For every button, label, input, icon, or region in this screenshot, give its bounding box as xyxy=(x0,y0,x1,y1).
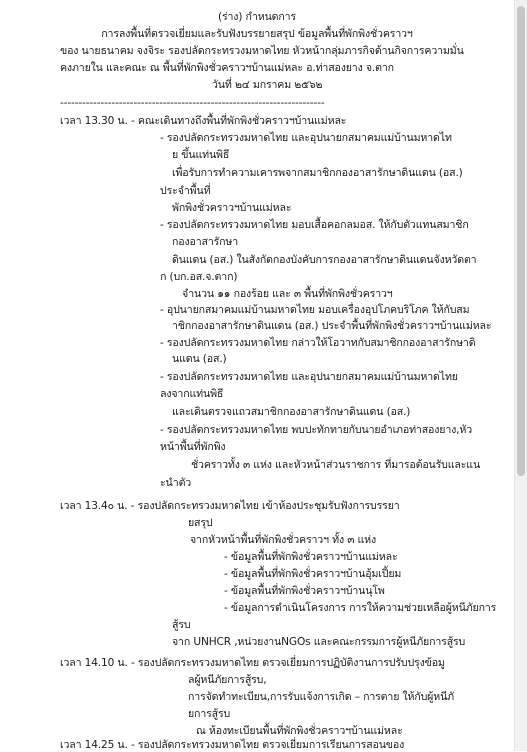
schedule-line: ณ ห้องทะเบียนพื้นที่พักพิงชั่วคราวฯบ้านแม่หละ xyxy=(196,725,403,737)
schedule-line: - ข้อมูลพื้นที่พักพิงชั่วคราวฯบ้านอุ้มเปี้ยม xyxy=(224,568,402,580)
schedule-line: - รองปลัดกระทรวงมหาดไทย พบปะทักทายกับนายอำเภอท่าสองยาง,หัว xyxy=(160,424,473,436)
schedule-line: กองอาสารักษา xyxy=(172,236,239,248)
schedule-line: เวลา 14.10 น. - รองปลัดกระทรวงมหาดไทย ตรวจเยี่ยมการปฏิบัติงานการปรับปรุงข้อมู xyxy=(60,657,445,669)
schedule-line: เวลา 14.25 น. - รองปลัดกระทรวงมหาดไทย ตรวจเยี่ยมการเรียนการสอนของ xyxy=(60,739,405,751)
schedule-line: ยสรุป xyxy=(188,517,213,529)
schedule-line: ประจำพื้นที่ xyxy=(160,185,211,197)
schedule-line: - รองปลัดกระทรวงมหาดไทย กล่าวให้โอวาทกับสมาชิกกองอาสารักษาดิ xyxy=(160,337,476,349)
schedule-line: จำนวน ๑๑ กองร้อย และ ๓ พื้นที่พักพิงชั่วคราวฯ xyxy=(182,288,393,300)
schedule-line: ก (บก.อส.จ.ตาก) xyxy=(160,271,238,283)
schedule-line: เวลา 13.30 น. - คณะเดินทางถึงพื้นที่พักพิงชั่วคราวฯบ้านแม่หละ xyxy=(60,115,347,127)
separator-line: ------------------------------------------------------------------------ xyxy=(60,97,325,109)
document-subtitle-line: ของ นายธนาคม จงจิระ รองปลัดกระทรวงมหาดไทย หัวหน้ากลุ่มภารกิจด้านกิจการความมั่น xyxy=(60,45,464,57)
schedule-line: การจัดทำทะเบียน,การรับแจ้งการเกิด – การตาย ให้กับผู้หนีภั xyxy=(188,691,454,703)
schedule-line: ลผู้หนีภัยการสู้รบ, xyxy=(188,674,267,686)
schedule-line: พักพิงชั่วคราวฯบ้านแม่หละ xyxy=(172,202,292,214)
schedule-line: - ข้อมูลการดำเนินโครงการ การให้ความช่วยเหลือผู้หนีภัยการ xyxy=(224,602,497,614)
schedule-line: ชั่วคราวทั้ง ๓ แห่ง และหัวหน้าส่วนราชการ ที่มารอต้อนรับและแน xyxy=(191,459,481,471)
schedule-line: เวลา 13.4๐ น. - รองปลัดกระทรวงมหาดไทย เข้าห้องประชุมรับฟังการบรรยา xyxy=(60,500,400,512)
schedule-line: ลงจากแท่นพิธี xyxy=(160,388,224,400)
document-date: วันที่ ๒๔ มกราคม ๒๕๖๒ xyxy=(212,79,323,91)
schedule-line: และเดินตรวจแถวสมาชิกกองอาสารักษาดินแดน (อส.) xyxy=(172,406,411,418)
schedule-line: จากหัวหน้าพื้นที่พักพิงชั่วคราวฯ ทั้ง ๓ แห่ง xyxy=(190,534,377,546)
schedule-line: - ข้อมูลพื้นที่พักพิงชั่วคราวฯบ้านแม่หละ xyxy=(224,551,398,563)
schedule-line: าชิกกองอาสารักษาดินแดน (อส.) ประจำพื้นที่พักพิงชั่วคราวฯบ้านแม่หละ xyxy=(172,320,492,332)
schedule-line: - อุปนายกสมาคมแม่บ้านมหาดไทย มอบเครื่องอุปโภคบริโภค ให้กับสม xyxy=(160,304,470,316)
document-subtitle-line: คงภายใน และคณะ ณ พื้นที่พักพิงชั่วคราวฯบ้านแม่หละ อ.ท่าสองยาง จ.ตาก xyxy=(60,62,394,74)
schedule-line: ยการสู้รบ xyxy=(188,708,231,720)
schedule-line: นแดน (อส.) xyxy=(172,353,227,365)
schedule-line: เพื่อรับการทำความเคารพจากสมาชิกกองอาสารักษาดินแดน (อส.) xyxy=(172,167,463,179)
schedule-line: ดินแดน (อส.) ในสังกัดกองบังคับการกองอาสารักษาดินแดนจังหวัดตา xyxy=(172,254,477,266)
schedule-line: - รองปลัดกระทรวงมหาดไทย และอุปนายกสมาคมแม่บ้านมหาดไทย xyxy=(160,371,458,383)
schedule-line: ะนำตัว xyxy=(160,477,192,489)
schedule-line: - รองปลัดกระทรวงมหาดไทย และอุปนายกสมาคมแม่บ้านมหาดไท xyxy=(160,132,452,144)
schedule-line: - รองปลัดกระทรวงมหาดไทย มอบเสื้อคอกลมอส. ให้กับตัวแทนสมาชิก xyxy=(160,219,469,231)
document-title: (ร่าง) กำหนดการ xyxy=(217,11,296,23)
document-subtitle: การลงพื้นที่ตรวจเยี่ยมและรับฟังบรรยายสรุป ข้อมูลพื้นที่พักพิงชั่วคราวฯ xyxy=(101,28,413,40)
schedule-line: ย ขึ้นแท่นพิธี xyxy=(172,149,230,161)
schedule-line: สู้รบ xyxy=(172,619,191,631)
schedule-line: หน้าพื้นที่พักพิง xyxy=(160,441,226,453)
scrollbar-thumb[interactable] xyxy=(517,6,525,476)
schedule-line: จาก UNHCR ,หน่วยงานNGOs และคณะกรรมการผู้หนีภัยการสู้รบ xyxy=(172,636,466,648)
schedule-line: - ข้อมูลพื้นที่พักพิงชั่วคราวฯบ้านนุโพ xyxy=(224,585,385,597)
